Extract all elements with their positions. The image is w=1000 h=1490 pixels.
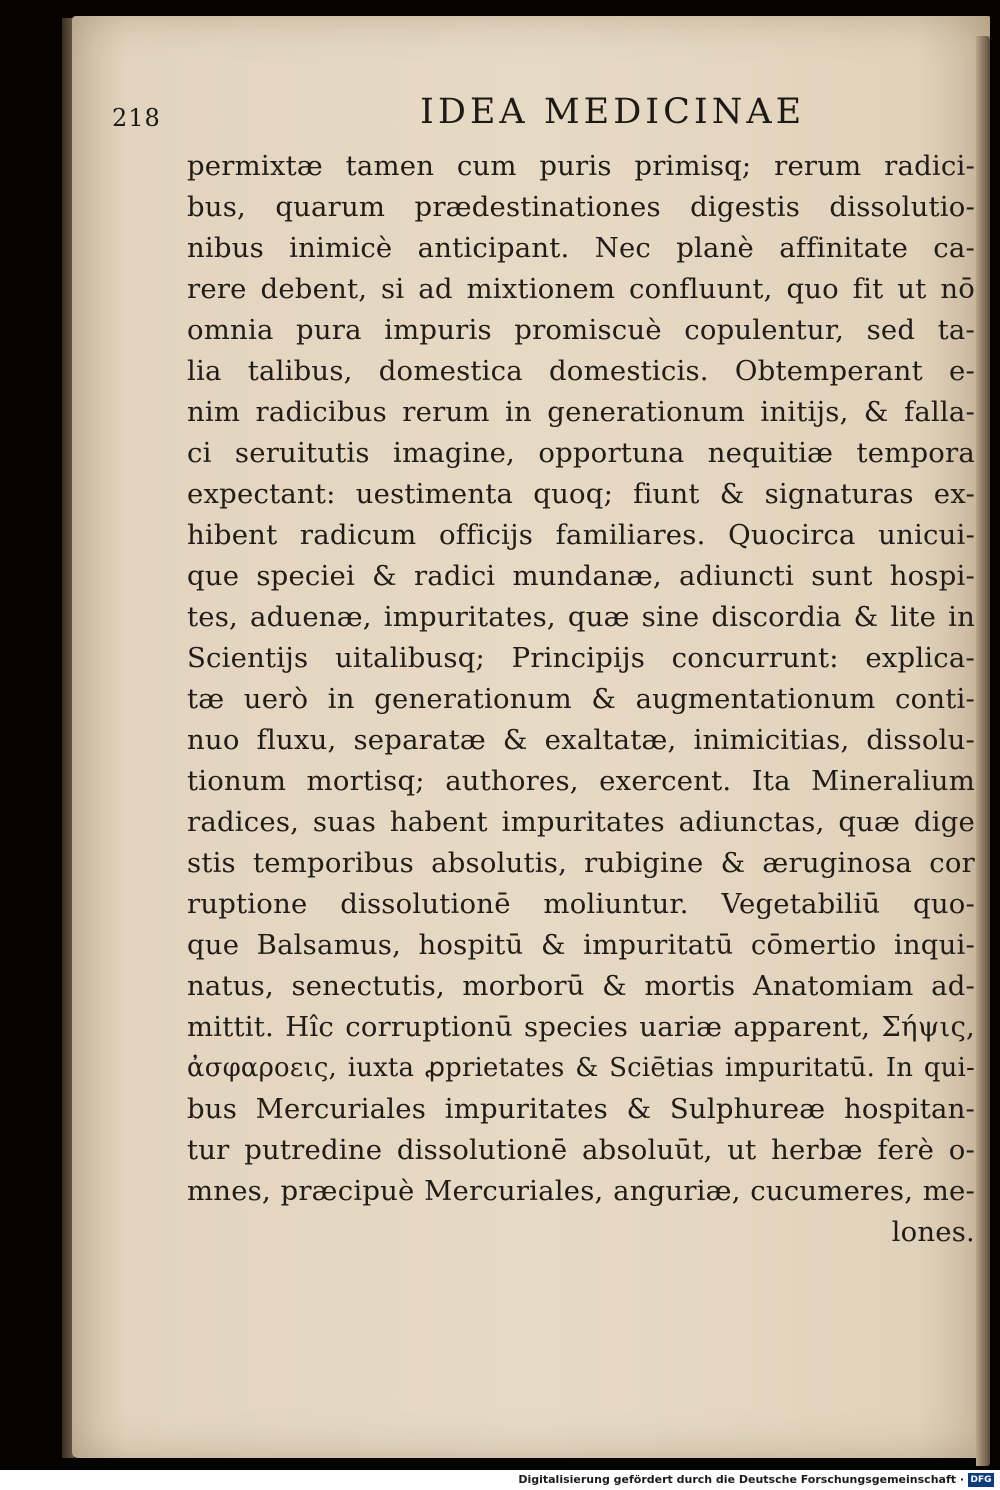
text-line: ruptione dissolutionē moliuntur. Vegetabiliū quo- xyxy=(187,888,975,920)
text-line: tes, aduenæ, impuritates, quæ sine discordia & lite in xyxy=(187,601,975,633)
text-line: omnia pura impuris promiscuè copulentur, sed ta- xyxy=(187,314,975,346)
text-line: rere debent, si ad mixtionem confluunt, quo fit ut nō xyxy=(187,273,975,305)
text-line: tur putredine dissolutionē absoluūt, ut herbæ ferè o- xyxy=(187,1134,975,1166)
text-line: nim radicibus rerum in generationum initijs, & falla- xyxy=(187,396,975,428)
text-line: Scientijs uitalibusq; Principijs concurrunt: explica- xyxy=(187,642,975,674)
text-line: stis temporibus absolutis, rubigine & æruginosa cor xyxy=(187,847,975,879)
text-line: natus, senectutis, morborū & mortis Anatomiam ad- xyxy=(187,970,975,1002)
text-line: ci seruitutis imagine, opportuna nequitiæ tempora xyxy=(187,437,975,469)
text-line: que Balsamus, hospitū & impuritatū cōmertio inqui- xyxy=(187,929,975,961)
body-text xyxy=(187,146,975,1253)
page-number: 218 xyxy=(112,104,161,132)
text-line: mittit. Hîc corruptionū species uariæ apparent, Σήψις, xyxy=(187,1011,975,1043)
text-line: lones. xyxy=(891,1216,975,1248)
text-line: bus Mercuriales impuritates & Sulphureæ hospitan- xyxy=(187,1093,975,1125)
text-line: bus, quarum prædestinationes digestis dissolutio- xyxy=(187,191,975,223)
text-line: tionum mortisq; authores, exercent. Ita Mineralium xyxy=(187,765,975,797)
running-title: IDEA MEDICINAE xyxy=(420,92,806,132)
text-line: expectant: uestimenta quoq; fiunt & signaturas ex- xyxy=(187,478,975,510)
text-line: hibent radicum officijs familiares. Quocirca unicui- xyxy=(187,519,975,551)
text-line: tæ uerò in generationum & augmentationum conti- xyxy=(187,683,975,715)
text-line: mnes, præcipuè Mercuriales, anguriæ, cucumeres, me- xyxy=(187,1175,975,1207)
text-line: nibus inimicè anticipant. Nec planè affinitate ca- xyxy=(187,232,975,264)
text-line: ἀσφαροεις, iuxta ꝓprietates & Sciētias impuritatū. In qui- xyxy=(187,1053,975,1083)
text-line: que speciei & radici mundanæ, adiuncti sunt hospi- xyxy=(187,560,975,592)
dfg-logo: DFG xyxy=(968,1473,994,1487)
page-gutter-shadow xyxy=(976,36,990,1466)
running-head xyxy=(112,92,812,142)
text-line: lia talibus, domestica domesticis. Obtemperant e- xyxy=(187,355,975,387)
funding-credit: Digitalisierung gefördert durch die Deutsche Forschungsgemeinschaft · xyxy=(518,1473,964,1486)
text-line: permixtæ tamen cum puris primisq; rerum radici- xyxy=(187,150,975,182)
text-line: radices, suas habent impuritates adiunctas, quæ dige xyxy=(187,806,975,838)
text-line: nuo fluxu, separatæ & exaltatæ, inimicitias, dissolu- xyxy=(187,724,975,756)
digitization-footer xyxy=(0,1470,1000,1490)
